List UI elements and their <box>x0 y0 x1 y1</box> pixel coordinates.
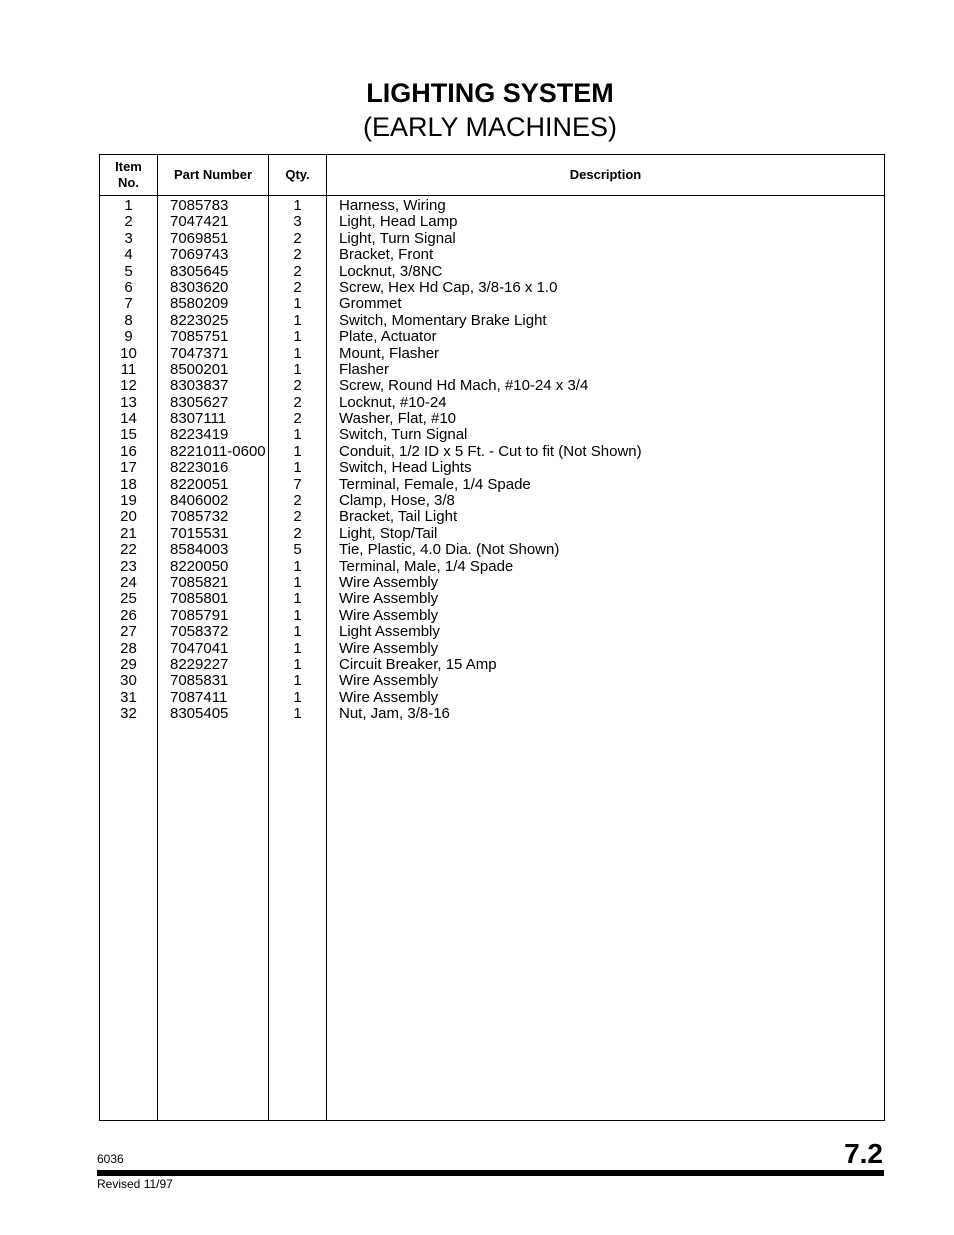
part-number: 8223016 <box>170 459 229 477</box>
part-number: 8305627 <box>170 393 229 411</box>
table-row <box>100 493 884 509</box>
table-row <box>100 591 884 607</box>
item-number: 11 <box>120 360 137 378</box>
part-number: 8500201 <box>170 360 229 378</box>
quantity: 2 <box>293 492 302 510</box>
description: Terminal, Female, 1/4 Spade <box>339 475 531 493</box>
part-number: 8229227 <box>170 655 229 673</box>
item-number: 30 <box>120 672 137 690</box>
part-number: 7069851 <box>170 229 229 247</box>
quantity: 7 <box>293 475 302 493</box>
item-number: 9 <box>124 328 133 346</box>
item-number: 5 <box>124 262 133 280</box>
item-number: 12 <box>120 377 137 395</box>
table-row <box>100 198 884 214</box>
quantity: 5 <box>293 541 302 559</box>
table-row <box>100 608 884 624</box>
item-number: 21 <box>120 524 137 542</box>
quantity: 1 <box>293 573 302 591</box>
table-row <box>100 526 884 542</box>
part-number: 7085732 <box>170 508 229 526</box>
description: Flasher <box>339 360 390 378</box>
table-row <box>100 444 884 460</box>
table-row <box>100 509 884 525</box>
quantity: 2 <box>293 410 302 428</box>
item-number: 10 <box>120 344 137 362</box>
part-number: 7085791 <box>170 606 229 624</box>
item-number: 7 <box>124 295 133 313</box>
item-number: 27 <box>120 623 137 641</box>
quantity: 3 <box>293 213 302 231</box>
header-item-no <box>100 155 157 195</box>
description: Terminal, Male, 1/4 Spade <box>339 557 514 575</box>
part-number: 8220051 <box>170 475 229 493</box>
item-number: 20 <box>120 508 137 526</box>
quantity: 1 <box>293 557 302 575</box>
table-row <box>100 214 884 230</box>
description: Wire Assembly <box>339 688 439 706</box>
item-number: 17 <box>120 459 137 477</box>
description: Harness, Wiring <box>339 197 446 214</box>
table-row <box>100 395 884 411</box>
item-number: 16 <box>120 442 137 460</box>
description: Washer, Flat, #10 <box>339 410 456 428</box>
item-number: 2 <box>124 213 133 231</box>
quantity: 2 <box>293 262 302 280</box>
description: Grommet <box>339 295 402 313</box>
description: Wire Assembly <box>339 606 439 624</box>
header-divider <box>100 195 884 196</box>
item-number: 31 <box>120 688 137 706</box>
item-number: 14 <box>120 410 137 428</box>
description: Mount, Flasher <box>339 344 440 362</box>
item-number: 6 <box>124 278 133 296</box>
quantity: 1 <box>293 197 302 214</box>
page-subtitle: (EARLY MACHINES) <box>362 112 618 142</box>
table-row <box>100 346 884 362</box>
quantity: 1 <box>293 344 302 362</box>
table-row <box>100 624 884 640</box>
part-number: 7085783 <box>170 197 229 214</box>
item-number: 18 <box>120 475 137 493</box>
header-item-line2: No. <box>118 175 139 190</box>
item-number: 22 <box>120 541 137 559</box>
part-number: 7047421 <box>170 213 229 231</box>
table-row <box>100 575 884 591</box>
part-number: 8305645 <box>170 262 229 280</box>
quantity: 2 <box>293 508 302 526</box>
page-number: 7.2 <box>844 1138 883 1169</box>
description: Circuit Breaker, 15 Amp <box>339 655 497 673</box>
footer-rule <box>97 1170 884 1176</box>
table-row <box>100 264 884 280</box>
part-number: 8221011-0600 <box>170 442 266 460</box>
description: Switch, Head Lights <box>339 459 472 477</box>
quantity: 1 <box>293 426 302 444</box>
item-number: 13 <box>120 393 137 411</box>
description: Screw, Hex Hd Cap, 3/8-16 x 1.0 <box>339 278 558 296</box>
part-number: 7085831 <box>170 672 229 690</box>
item-number: 25 <box>120 590 137 608</box>
table-row <box>100 313 884 329</box>
part-number: 8303837 <box>170 377 229 395</box>
table-row <box>100 706 884 722</box>
description: Light, Stop/Tail <box>339 524 438 542</box>
quantity: 1 <box>293 328 302 346</box>
quantity: 1 <box>293 705 302 723</box>
quantity: 1 <box>293 590 302 608</box>
header-description: Description <box>569 167 642 182</box>
table-row <box>100 329 884 345</box>
description: Plate, Actuator <box>339 328 437 346</box>
quantity: 1 <box>293 688 302 706</box>
quantity: 1 <box>293 295 302 313</box>
item-number: 19 <box>120 492 137 510</box>
quantity: 1 <box>293 311 302 329</box>
header-item-line1: Item <box>115 159 142 174</box>
description: Wire Assembly <box>339 639 439 657</box>
part-number: 7085821 <box>170 573 229 591</box>
table-row <box>100 460 884 476</box>
item-number: 26 <box>120 606 137 624</box>
item-number: 29 <box>120 655 137 673</box>
table-row <box>100 427 884 443</box>
part-number: 8220050 <box>170 557 229 575</box>
part-number: 7047371 <box>170 344 229 362</box>
part-number: 7085801 <box>170 590 229 608</box>
part-number: 7087411 <box>170 688 228 706</box>
item-number: 3 <box>124 229 133 247</box>
description: Wire Assembly <box>339 573 439 591</box>
quantity: 2 <box>293 246 302 264</box>
part-number: 7015531 <box>170 524 229 542</box>
description: Tie, Plastic, 4.0 Dia. (Not Shown) <box>339 541 560 559</box>
page-title: LIGHTING SYSTEM <box>366 78 614 108</box>
part-number: 8580209 <box>170 295 229 313</box>
part-number: 7069743 <box>170 246 229 264</box>
item-number: 32 <box>120 705 137 723</box>
quantity: 1 <box>293 360 302 378</box>
quantity: 2 <box>293 393 302 411</box>
description: Light, Turn Signal <box>339 229 456 247</box>
table-row <box>100 378 884 394</box>
part-number: 8303620 <box>170 278 229 296</box>
table-row <box>100 411 884 427</box>
description: Bracket, Tail Light <box>339 508 458 526</box>
table-row <box>100 280 884 296</box>
part-number: 7047041 <box>170 639 229 657</box>
description: Screw, Round Hd Mach, #10-24 x 3/4 <box>339 377 589 395</box>
item-number: 15 <box>120 426 137 444</box>
description: Wire Assembly <box>339 672 439 690</box>
table-row <box>100 362 884 378</box>
item-number: 1 <box>124 197 133 214</box>
quantity: 1 <box>293 672 302 690</box>
table-row <box>100 247 884 263</box>
table-row <box>100 477 884 493</box>
description: Wire Assembly <box>339 590 439 608</box>
part-number: 7058372 <box>170 623 229 641</box>
table-row <box>100 657 884 673</box>
quantity: 1 <box>293 606 302 624</box>
table-row <box>100 690 884 706</box>
description: Locknut, 3/8NC <box>339 262 443 280</box>
quantity: 2 <box>293 278 302 296</box>
description: Light Assembly <box>339 623 440 641</box>
description: Switch, Momentary Brake Light <box>339 311 547 329</box>
quantity: 1 <box>293 639 302 657</box>
header-part-number: Part Number <box>173 167 253 182</box>
description: Switch, Turn Signal <box>339 426 468 444</box>
description: Light, Head Lamp <box>339 213 458 231</box>
item-number: 23 <box>120 557 137 575</box>
item-number: 28 <box>120 639 137 657</box>
revision-date: Revised 11/97 <box>97 1177 173 1191</box>
part-number: 8223025 <box>170 311 229 329</box>
document-number: 6036 <box>97 1152 124 1166</box>
part-number: 8584003 <box>170 541 229 559</box>
quantity: 1 <box>293 459 302 477</box>
parts-table <box>99 154 885 1121</box>
part-number: 7085751 <box>170 328 229 346</box>
header-qty: Qty. <box>285 167 310 182</box>
table-body <box>100 198 884 723</box>
part-number: 8406002 <box>170 492 229 510</box>
quantity: 2 <box>293 229 302 247</box>
quantity: 1 <box>293 442 302 460</box>
description: Locknut, #10-24 <box>339 393 447 411</box>
table-row <box>100 231 884 247</box>
item-number: 4 <box>124 246 133 264</box>
description: Bracket, Front <box>339 246 434 264</box>
quantity: 2 <box>293 524 302 542</box>
item-number: 8 <box>124 311 133 329</box>
description: Nut, Jam, 3/8-16 <box>339 705 450 723</box>
table-row <box>100 641 884 657</box>
table-row <box>100 296 884 312</box>
part-number: 8305405 <box>170 705 229 723</box>
table-row <box>100 542 884 558</box>
description: Clamp, Hose, 3/8 <box>339 492 455 510</box>
page-header <box>0 76 954 144</box>
quantity: 2 <box>293 377 302 395</box>
table-row <box>100 673 884 689</box>
part-number: 8223419 <box>170 426 229 444</box>
description: Conduit, 1/2 ID x 5 Ft. - Cut to fit (Not Shown) <box>339 442 642 460</box>
table-row <box>100 559 884 575</box>
quantity: 1 <box>293 655 302 673</box>
quantity: 1 <box>293 623 302 641</box>
part-number: 8307111 <box>170 410 227 428</box>
item-number: 24 <box>120 573 137 591</box>
